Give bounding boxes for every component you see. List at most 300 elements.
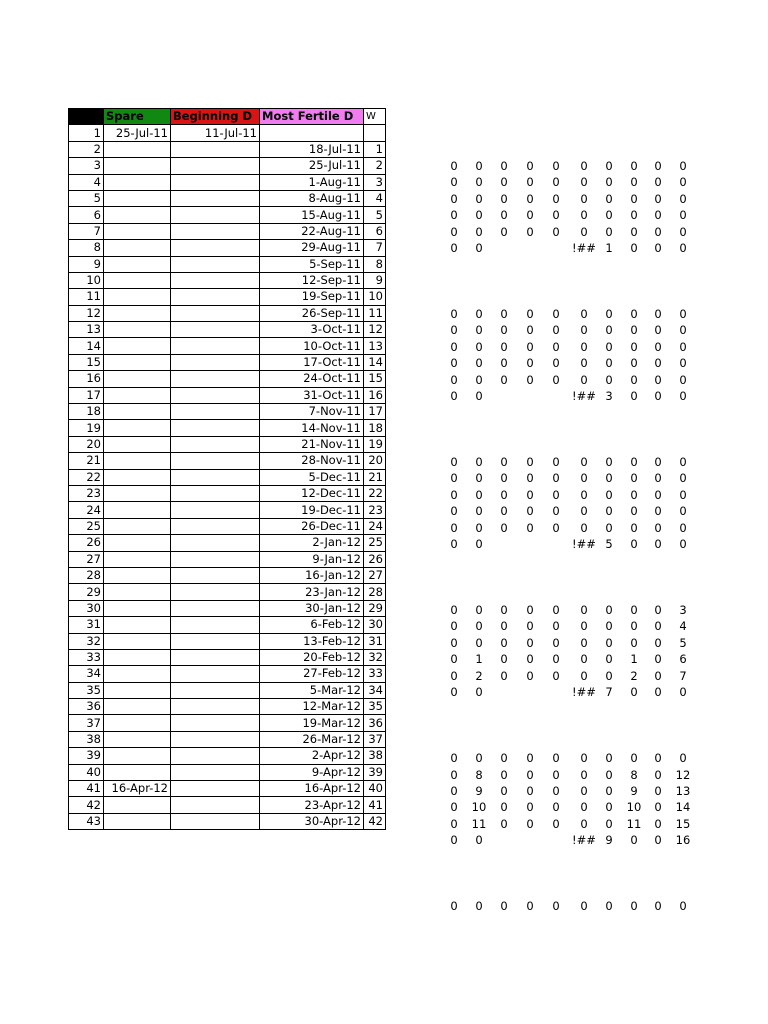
grid-value-cell[interactable]: 0 [450,767,458,782]
grid-value-cell[interactable]: 0 [605,175,613,190]
beginning-date-cell[interactable] [171,338,260,354]
week-number-cell[interactable]: 8 [364,256,386,272]
beginning-date-cell[interactable] [171,797,260,813]
most-fertile-date-cell[interactable]: 12-Dec-11 [260,485,364,501]
grid-value-cell[interactable]: 0 [450,191,458,206]
grid-value-cell[interactable]: 0 [552,603,560,617]
grid-value-cell[interactable]: 0 [580,668,588,683]
grid-value-cell[interactable]: 0 [552,191,560,206]
grid-value-cell[interactable]: 0 [526,619,534,634]
most-fertile-date-cell[interactable]: 19-Dec-11 [260,502,364,518]
grid-value-cell[interactable]: 0 [679,241,687,256]
grid-value-cell[interactable]: 0 [654,389,662,404]
grid-value-cell[interactable]: 0 [679,899,687,914]
grid-value-cell[interactable]: 12 [675,767,691,782]
grid-value-cell[interactable]: 0 [552,158,560,173]
week-number-cell[interactable]: 29 [364,600,386,616]
header-spare[interactable]: Spare [104,109,171,125]
week-number-cell[interactable]: 16 [364,387,386,403]
grid-value-cell[interactable]: 0 [580,372,588,387]
most-fertile-date-cell[interactable]: 18-Jul-11 [260,141,364,157]
spare-date-cell[interactable] [104,272,171,288]
grid-value-cell[interactable]: 0 [605,323,613,338]
week-number-cell[interactable]: 34 [364,682,386,698]
most-fertile-date-cell[interactable] [260,125,364,141]
grid-value-cell[interactable]: 0 [500,504,508,519]
grid-value-cell[interactable]: 0 [526,454,534,469]
grid-value-cell[interactable]: 0 [552,751,560,766]
grid-value-cell[interactable]: 0 [580,504,588,519]
grid-value-cell[interactable]: 0 [450,652,458,667]
grid-value-cell[interactable]: 0 [450,783,458,798]
beginning-date-cell[interactable] [171,305,260,321]
grid-value-cell[interactable]: 8 [475,767,483,782]
grid-value-cell[interactable]: 0 [552,520,560,535]
grid-value-cell[interactable]: 0 [526,339,534,354]
grid-value-cell[interactable]: !## [572,389,596,404]
grid-value-cell[interactable]: 0 [552,471,560,486]
grid-value-cell[interactable]: 0 [526,471,534,486]
most-fertile-date-cell[interactable]: 5-Sep-11 [260,256,364,272]
grid-value-cell[interactable]: 0 [654,454,662,469]
grid-value-cell[interactable]: 0 [630,339,638,354]
row-index-cell[interactable]: 13 [69,322,104,338]
grid-value-cell[interactable]: 0 [552,224,560,239]
grid-value-cell[interactable]: 0 [475,389,483,404]
grid-value-cell[interactable]: 0 [654,767,662,782]
grid-value-cell[interactable]: 0 [654,833,662,848]
grid-value-cell[interactable]: 0 [552,339,560,354]
grid-value-cell[interactable]: 0 [552,635,560,650]
grid-value-cell[interactable]: 0 [679,175,687,190]
most-fertile-date-cell[interactable]: 2-Apr-12 [260,748,364,764]
spare-date-cell[interactable] [104,666,171,682]
spare-date-cell[interactable] [104,567,171,583]
beginning-date-cell[interactable] [171,190,260,206]
grid-value-cell[interactable]: 0 [500,635,508,650]
most-fertile-date-cell[interactable]: 27-Feb-12 [260,666,364,682]
grid-value-cell[interactable]: 0 [580,454,588,469]
spare-date-cell[interactable] [104,240,171,256]
header-most-fertile-date[interactable]: Most Fertile D [260,109,364,125]
spare-date-cell[interactable] [104,207,171,223]
spare-date-cell[interactable] [104,223,171,239]
grid-value-cell[interactable]: 0 [552,323,560,338]
most-fertile-date-cell[interactable]: 8-Aug-11 [260,190,364,206]
grid-value-cell[interactable]: 0 [580,471,588,486]
row-index-cell[interactable]: 41 [69,781,104,797]
week-number-cell[interactable]: 5 [364,207,386,223]
grid-value-cell[interactable]: 0 [500,356,508,371]
grid-value-cell[interactable]: 5 [679,635,687,650]
spare-date-cell[interactable] [104,518,171,534]
beginning-date-cell[interactable] [171,436,260,452]
week-number-cell[interactable]: 26 [364,551,386,567]
week-number-cell[interactable]: 22 [364,485,386,501]
grid-value-cell[interactable]: 0 [552,208,560,223]
week-number-cell[interactable]: 18 [364,420,386,436]
beginning-date-cell[interactable] [171,272,260,288]
most-fertile-date-cell[interactable]: 1-Aug-11 [260,174,364,190]
grid-value-cell[interactable]: 0 [654,323,662,338]
week-number-cell[interactable]: 36 [364,715,386,731]
most-fertile-date-cell[interactable]: 29-Aug-11 [260,240,364,256]
grid-value-cell[interactable]: 0 [580,306,588,321]
grid-value-cell[interactable]: 0 [679,389,687,404]
grid-value-cell[interactable]: 0 [500,471,508,486]
beginning-date-cell[interactable]: 11-Jul-11 [171,125,260,141]
beginning-date-cell[interactable] [171,387,260,403]
grid-value-cell[interactable]: 8 [630,767,638,782]
beginning-date-cell[interactable] [171,502,260,518]
week-number-cell[interactable]: 19 [364,436,386,452]
grid-value-cell[interactable]: 0 [475,356,483,371]
spare-date-cell[interactable]: 25-Jul-11 [104,125,171,141]
grid-value-cell[interactable]: 0 [580,783,588,798]
beginning-date-cell[interactable] [171,518,260,534]
grid-value-cell[interactable]: 0 [552,504,560,519]
spare-date-cell[interactable] [104,453,171,469]
most-fertile-date-cell[interactable]: 16-Apr-12 [260,781,364,797]
row-index-cell[interactable]: 32 [69,633,104,649]
week-number-cell[interactable]: 17 [364,404,386,420]
most-fertile-date-cell[interactable]: 30-Apr-12 [260,813,364,829]
most-fertile-date-cell[interactable]: 12-Mar-12 [260,699,364,715]
grid-value-cell[interactable]: 0 [552,487,560,502]
beginning-date-cell[interactable] [171,223,260,239]
most-fertile-date-cell[interactable]: 15-Aug-11 [260,207,364,223]
grid-value-cell[interactable]: 0 [552,816,560,831]
grid-value-cell[interactable]: 0 [475,619,483,634]
spare-date-cell[interactable] [104,715,171,731]
grid-value-cell[interactable]: 0 [580,175,588,190]
week-number-cell[interactable]: 24 [364,518,386,534]
grid-value-cell[interactable]: 0 [500,224,508,239]
grid-value-cell[interactable]: 2 [630,668,638,683]
most-fertile-date-cell[interactable]: 23-Apr-12 [260,797,364,813]
spare-date-cell[interactable] [104,600,171,616]
grid-value-cell[interactable]: 1 [630,652,638,667]
spare-date-cell[interactable] [104,764,171,780]
spare-date-cell[interactable] [104,305,171,321]
spare-date-cell[interactable] [104,436,171,452]
grid-value-cell[interactable]: 0 [630,191,638,206]
grid-value-cell[interactable]: 0 [475,372,483,387]
grid-value-cell[interactable]: 0 [654,208,662,223]
row-index-cell[interactable]: 11 [69,289,104,305]
grid-value-cell[interactable]: 0 [500,668,508,683]
spare-date-cell[interactable] [104,371,171,387]
grid-value-cell[interactable]: 0 [605,487,613,502]
week-number-cell[interactable]: 25 [364,535,386,551]
beginning-date-cell[interactable] [171,813,260,829]
week-number-cell[interactable] [364,125,386,141]
most-fertile-date-cell[interactable]: 19-Mar-12 [260,715,364,731]
grid-value-cell[interactable]: 0 [580,652,588,667]
grid-value-cell[interactable]: 0 [500,191,508,206]
grid-value-cell[interactable]: 0 [552,668,560,683]
grid-value-cell[interactable]: 0 [500,175,508,190]
grid-value-cell[interactable]: 10 [471,800,487,815]
spare-date-cell[interactable] [104,338,171,354]
spare-date-cell[interactable] [104,797,171,813]
grid-value-cell[interactable]: 0 [500,208,508,223]
grid-value-cell[interactable]: 0 [580,158,588,173]
grid-value-cell[interactable]: 11 [471,816,487,831]
grid-value-cell[interactable]: 0 [654,816,662,831]
grid-value-cell[interactable]: 0 [552,783,560,798]
grid-value-cell[interactable]: 0 [654,175,662,190]
grid-value-cell[interactable]: 6 [679,652,687,667]
grid-value-cell[interactable]: !## [572,833,596,848]
grid-value-cell[interactable]: 1 [475,652,483,667]
grid-value-cell[interactable]: 0 [500,323,508,338]
grid-value-cell[interactable]: 0 [654,224,662,239]
grid-value-cell[interactable]: 0 [475,635,483,650]
beginning-date-cell[interactable] [171,256,260,272]
grid-value-cell[interactable]: 0 [450,356,458,371]
grid-value-cell[interactable]: 0 [654,635,662,650]
grid-value-cell[interactable]: 0 [654,751,662,766]
week-number-cell[interactable]: 41 [364,797,386,813]
week-number-cell[interactable]: 33 [364,666,386,682]
week-number-cell[interactable]: 2 [364,158,386,174]
grid-value-cell[interactable]: 0 [654,800,662,815]
grid-value-cell[interactable]: 0 [526,751,534,766]
row-index-cell[interactable]: 30 [69,600,104,616]
grid-value-cell[interactable]: 0 [679,306,687,321]
grid-value-cell[interactable]: 0 [605,471,613,486]
grid-value-cell[interactable]: 0 [679,685,687,700]
grid-value-cell[interactable]: 0 [654,619,662,634]
row-index-cell[interactable]: 29 [69,584,104,600]
grid-value-cell[interactable]: 0 [475,685,483,700]
week-number-cell[interactable]: 42 [364,813,386,829]
grid-value-cell[interactable]: 1 [605,241,613,256]
grid-value-cell[interactable]: 0 [605,520,613,535]
grid-value-cell[interactable]: !## [572,241,596,256]
row-index-cell[interactable]: 15 [69,354,104,370]
grid-value-cell[interactable]: 0 [654,471,662,486]
grid-value-cell[interactable]: 0 [605,504,613,519]
grid-value-cell[interactable]: 0 [450,175,458,190]
header-index[interactable] [69,109,104,125]
grid-value-cell[interactable]: 0 [450,603,458,617]
grid-value-cell[interactable]: 0 [580,603,588,617]
week-number-cell[interactable]: 6 [364,223,386,239]
beginning-date-cell[interactable] [171,781,260,797]
row-index-cell[interactable]: 33 [69,649,104,665]
week-number-cell[interactable]: 38 [364,748,386,764]
grid-value-cell[interactable]: 0 [605,158,613,173]
grid-value-cell[interactable]: 0 [450,668,458,683]
grid-value-cell[interactable]: 0 [526,487,534,502]
grid-value-cell[interactable]: 0 [654,241,662,256]
grid-value-cell[interactable]: 0 [500,372,508,387]
grid-value-cell[interactable]: 0 [450,339,458,354]
grid-value-cell[interactable]: 15 [675,816,691,831]
grid-value-cell[interactable]: 9 [605,833,613,848]
grid-value-cell[interactable]: 0 [526,323,534,338]
grid-value-cell[interactable]: 0 [630,224,638,239]
row-index-cell[interactable]: 34 [69,666,104,682]
week-number-cell[interactable]: 13 [364,338,386,354]
grid-value-cell[interactable]: 0 [475,339,483,354]
week-number-cell[interactable]: 23 [364,502,386,518]
grid-value-cell[interactable]: 0 [630,208,638,223]
grid-value-cell[interactable]: 0 [526,504,534,519]
grid-value-cell[interactable]: 0 [630,471,638,486]
grid-value-cell[interactable]: 0 [580,800,588,815]
grid-value-cell[interactable]: 0 [630,504,638,519]
grid-value-cell[interactable]: 0 [552,800,560,815]
row-index-cell[interactable]: 20 [69,436,104,452]
grid-value-cell[interactable]: 0 [450,224,458,239]
grid-value-cell[interactable]: 0 [450,537,458,552]
grid-value-cell[interactable]: 0 [526,356,534,371]
grid-value-cell[interactable]: 0 [500,454,508,469]
grid-value-cell[interactable]: 0 [679,454,687,469]
grid-value-cell[interactable]: 0 [475,306,483,321]
week-number-cell[interactable]: 14 [364,354,386,370]
grid-value-cell[interactable]: 0 [526,175,534,190]
grid-value-cell[interactable]: 0 [526,208,534,223]
grid-value-cell[interactable]: 0 [654,603,662,617]
grid-value-cell[interactable]: 0 [630,158,638,173]
grid-value-cell[interactable]: 0 [605,208,613,223]
grid-value-cell[interactable]: 0 [630,487,638,502]
beginning-date-cell[interactable] [171,649,260,665]
spare-date-cell[interactable] [104,420,171,436]
grid-value-cell[interactable]: 0 [552,899,560,914]
grid-value-cell[interactable]: 0 [679,372,687,387]
grid-value-cell[interactable]: 0 [526,668,534,683]
week-number-cell[interactable]: 31 [364,633,386,649]
grid-value-cell[interactable]: 0 [679,339,687,354]
beginning-date-cell[interactable] [171,453,260,469]
grid-value-cell[interactable]: 0 [679,487,687,502]
beginning-date-cell[interactable] [171,485,260,501]
grid-value-cell[interactable]: 0 [526,899,534,914]
beginning-date-cell[interactable] [171,404,260,420]
spare-date-cell[interactable] [104,551,171,567]
grid-value-cell[interactable]: 0 [500,800,508,815]
grid-value-cell[interactable]: 0 [450,504,458,519]
week-number-cell[interactable]: 1 [364,141,386,157]
grid-value-cell[interactable]: 0 [526,816,534,831]
grid-value-cell[interactable]: 0 [580,751,588,766]
grid-value-cell[interactable]: 2 [475,668,483,683]
row-index-cell[interactable]: 27 [69,551,104,567]
beginning-date-cell[interactable] [171,420,260,436]
most-fertile-date-cell[interactable]: 12-Sep-11 [260,272,364,288]
grid-value-cell[interactable]: 0 [580,356,588,371]
grid-value-cell[interactable]: 0 [552,652,560,667]
grid-value-cell[interactable]: 0 [654,520,662,535]
spare-date-cell[interactable] [104,256,171,272]
beginning-date-cell[interactable] [171,748,260,764]
grid-value-cell[interactable]: 13 [675,783,691,798]
grid-value-cell[interactable]: 0 [580,191,588,206]
row-index-cell[interactable]: 26 [69,535,104,551]
grid-value-cell[interactable]: 7 [679,668,687,683]
row-index-cell[interactable]: 14 [69,338,104,354]
grid-value-cell[interactable]: 0 [679,751,687,766]
grid-value-cell[interactable]: 0 [450,635,458,650]
most-fertile-date-cell[interactable]: 16-Jan-12 [260,567,364,583]
row-index-cell[interactable]: 16 [69,371,104,387]
week-number-cell[interactable]: 15 [364,371,386,387]
row-index-cell[interactable]: 24 [69,502,104,518]
week-number-cell[interactable]: 4 [364,190,386,206]
grid-value-cell[interactable]: 0 [580,635,588,650]
grid-value-cell[interactable]: 0 [580,208,588,223]
grid-value-cell[interactable]: 5 [605,537,613,552]
beginning-date-cell[interactable] [171,322,260,338]
spare-date-cell[interactable] [104,322,171,338]
grid-value-cell[interactable]: 0 [450,158,458,173]
beginning-date-cell[interactable] [171,633,260,649]
grid-value-cell[interactable]: 0 [475,487,483,502]
grid-value-cell[interactable]: 0 [679,191,687,206]
grid-value-cell[interactable]: 10 [626,800,642,815]
grid-value-cell[interactable]: 0 [605,356,613,371]
grid-value-cell[interactable]: 16 [675,833,691,848]
grid-value-cell[interactable]: 0 [580,520,588,535]
row-index-cell[interactable]: 28 [69,567,104,583]
grid-value-cell[interactable]: 0 [450,487,458,502]
grid-value-cell[interactable]: !## [572,537,596,552]
grid-value-cell[interactable]: 0 [526,520,534,535]
beginning-date-cell[interactable] [171,371,260,387]
beginning-date-cell[interactable] [171,354,260,370]
grid-value-cell[interactable]: 0 [580,899,588,914]
grid-value-cell[interactable]: 0 [630,389,638,404]
spare-date-cell[interactable] [104,502,171,518]
grid-value-cell[interactable]: 0 [450,800,458,815]
spare-date-cell[interactable] [104,748,171,764]
row-index-cell[interactable]: 22 [69,469,104,485]
grid-value-cell[interactable]: 0 [580,339,588,354]
grid-value-cell[interactable]: 0 [500,487,508,502]
row-index-cell[interactable]: 23 [69,485,104,501]
grid-value-cell[interactable]: 0 [475,224,483,239]
grid-value-cell[interactable]: 0 [450,241,458,256]
grid-value-cell[interactable]: 0 [475,175,483,190]
week-number-cell[interactable]: 37 [364,731,386,747]
grid-value-cell[interactable]: 0 [526,158,534,173]
beginning-date-cell[interactable] [171,699,260,715]
most-fertile-date-cell[interactable]: 17-Oct-11 [260,354,364,370]
grid-value-cell[interactable]: 3 [679,603,687,617]
most-fertile-date-cell[interactable]: 26-Dec-11 [260,518,364,534]
spare-date-cell[interactable] [104,699,171,715]
most-fertile-date-cell[interactable]: 3-Oct-11 [260,322,364,338]
beginning-date-cell[interactable] [171,174,260,190]
grid-value-cell[interactable]: 0 [475,191,483,206]
grid-value-cell[interactable]: 0 [450,372,458,387]
grid-value-cell[interactable]: 0 [552,767,560,782]
row-index-cell[interactable]: 6 [69,207,104,223]
grid-value-cell[interactable]: 0 [450,520,458,535]
spare-date-cell[interactable] [104,158,171,174]
grid-value-cell[interactable]: 0 [679,224,687,239]
grid-value-cell[interactable]: 0 [605,306,613,321]
most-fertile-date-cell[interactable]: 13-Feb-12 [260,633,364,649]
grid-value-cell[interactable]: 0 [630,899,638,914]
grid-value-cell[interactable]: 0 [552,356,560,371]
beginning-date-cell[interactable] [171,289,260,305]
